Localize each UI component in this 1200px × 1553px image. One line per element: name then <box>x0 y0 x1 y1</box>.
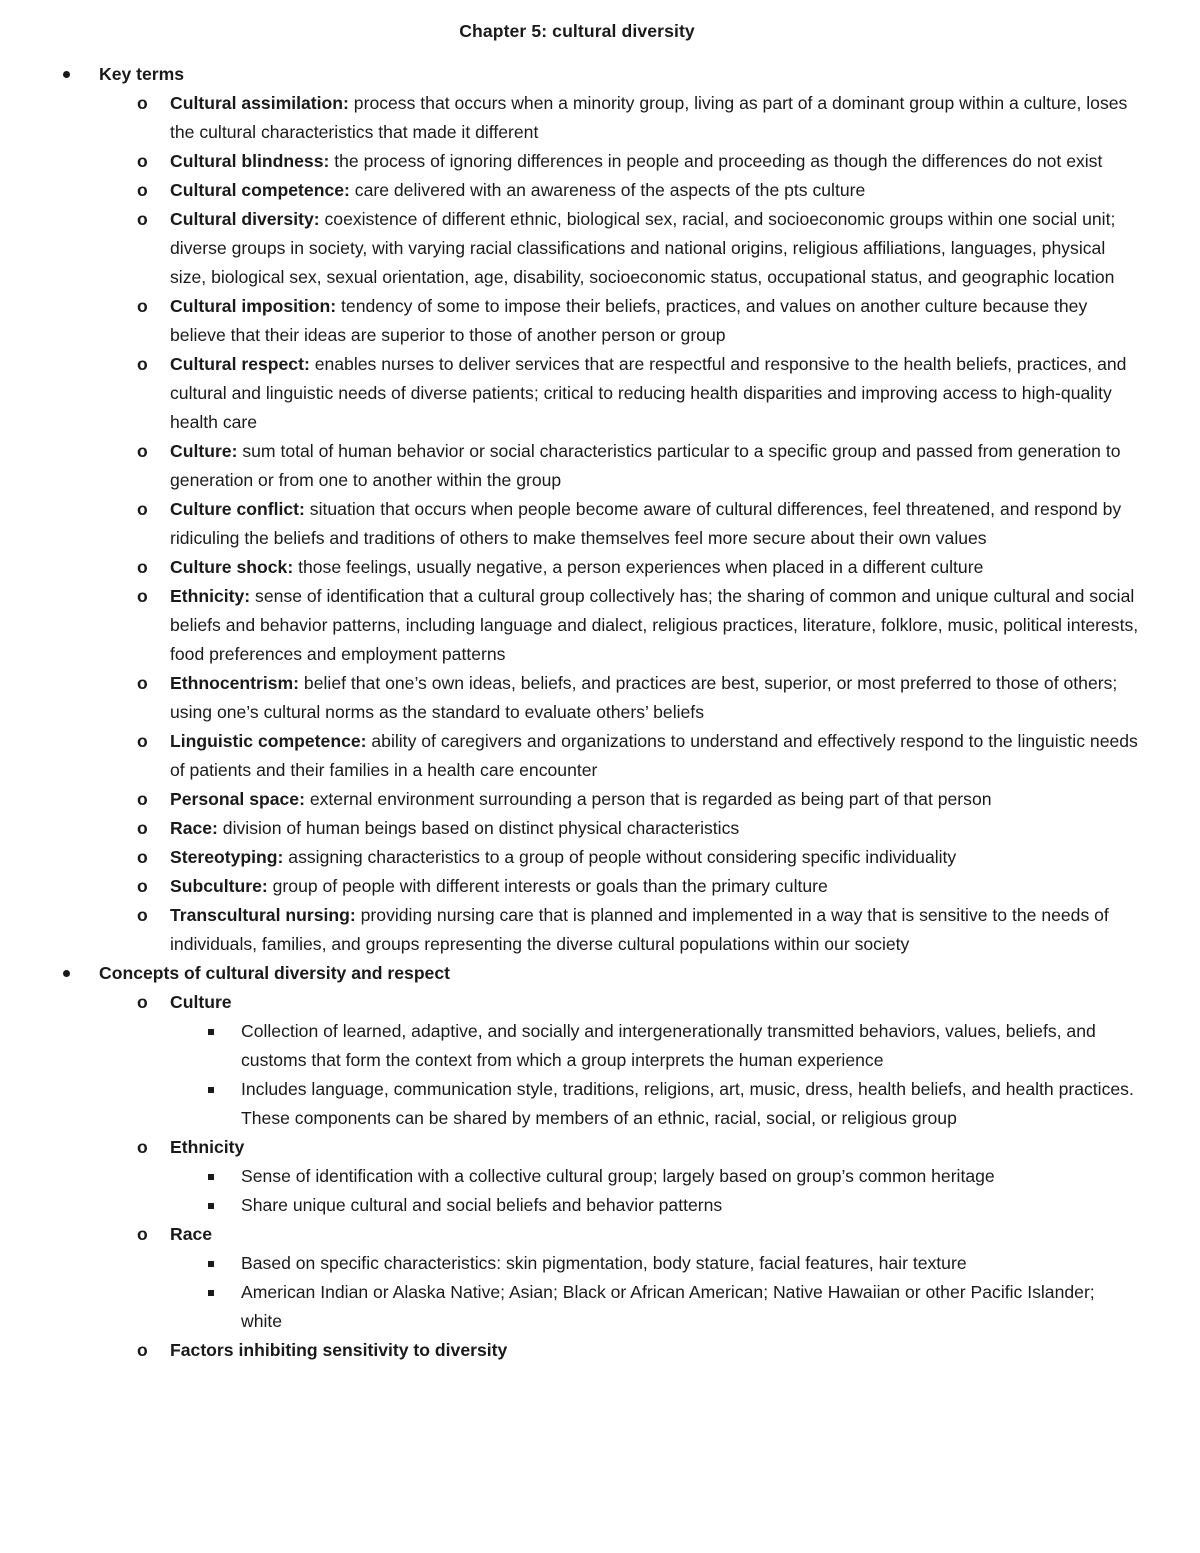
list-item <box>99 437 1140 495</box>
circle-bullet-icon: o <box>137 354 148 374</box>
list-item <box>99 727 1140 785</box>
term-definition: sense of identification that a cultural group collectively has; the sharing of common and unique cultural and social beliefs and behavior patterns, including language and dialect, religious practices, literature, folklore, music, political interests, food preferences and employment patterns <box>170 586 1139 664</box>
circle-bullet-icon: o <box>137 1224 148 1244</box>
circle-bullet-icon: o <box>137 1340 148 1360</box>
sub-list <box>170 1017 1140 1133</box>
circle-bullet-icon: o <box>137 847 148 867</box>
list-item <box>99 872 1140 901</box>
circle-bullet-icon: o <box>137 180 148 200</box>
sub-item-text: Includes language, communication style, traditions, religions, art, music, dress, health beliefs, and health practices. These components can be shared by members of an ethnic, racial, social, or religious group <box>241 1079 1134 1128</box>
square-bullet-icon <box>208 1290 214 1296</box>
term-label: Culture <box>170 992 232 1012</box>
sub-item-text: Sense of identification with a collective cultural group; largely based on group’s common heritage <box>241 1166 995 1186</box>
term-definition: enables nurses to deliver services that are respectful and responsive to the health beliefs, practices, and cultural and linguistic needs of diverse patients; critical to reducing health disparities and improving access to high-quality health care <box>170 354 1127 432</box>
sub-item-text: American Indian or Alaska Native; Asian; Black or African American; Native Hawaiian or other Pacific Islander; white <box>241 1282 1095 1331</box>
term-definition: the process of ignoring differences in people and proceeding as though the differences do not exist <box>329 151 1103 171</box>
term-label: Race: <box>170 818 218 838</box>
circle-bullet-icon: o <box>137 209 148 229</box>
term-label: Culture shock: <box>170 557 294 577</box>
term-definition: providing nursing care that is planned and implemented in a way that is sensitive to the needs of individuals, families, and groups representing the diverse cultural populations within our society <box>170 905 1109 954</box>
term-label: Ethnicity <box>170 1137 245 1157</box>
list-item <box>99 495 1140 553</box>
list-item <box>99 669 1140 727</box>
bullet-icon <box>63 71 70 78</box>
term-definition: situation that occurs when people become aware of cultural differences, feel threatened, and respond by ridiculing the beliefs and traditions of others to make themselves feel more secure about their own values <box>170 499 1122 548</box>
page-title: Chapter 5: cultural diversity <box>459 21 695 41</box>
circle-bullet-icon: o <box>137 818 148 838</box>
sub-item-text: Based on specific characteristics: skin pigmentation, body stature, facial features, hair texture <box>241 1253 967 1273</box>
square-bullet-icon <box>208 1174 214 1180</box>
term-definition: process that occurs when a minority group, living as part of a dominant group within a culture, loses the cultural characteristics that made it different <box>170 93 1128 142</box>
term-definition: sum total of human behavior or social characteristics particular to a specific group and passed from generation to generation or from one to another within the group <box>170 441 1121 490</box>
term-label: Factors inhibiting sensitivity to diversity <box>170 1340 508 1360</box>
circle-bullet-icon: o <box>137 499 148 519</box>
term-label: Cultural competence: <box>170 180 350 200</box>
list-item <box>99 553 1140 582</box>
term-label: Culture: <box>170 441 238 461</box>
circle-bullet-icon: o <box>137 441 148 461</box>
sub-item-text: Collection of learned, adaptive, and socially and intergenerationally transmitted behaviors, values, beliefs, and customs that form the context from which a group interprets the human experience <box>241 1021 1096 1070</box>
list-item <box>99 205 1140 292</box>
circle-bullet-icon: o <box>137 586 148 606</box>
square-bullet-icon <box>208 1029 214 1035</box>
circle-bullet-icon: o <box>137 876 148 896</box>
list-item <box>99 147 1140 176</box>
sub-list-item <box>170 1162 1140 1191</box>
sub-item-text: Share unique cultural and social beliefs and behavior patterns <box>241 1195 723 1215</box>
circle-bullet-icon: o <box>137 731 148 751</box>
circle-bullet-icon: o <box>137 93 148 113</box>
list-item <box>99 292 1140 350</box>
term-label: Cultural blindness: <box>170 151 330 171</box>
term-definition: external environment surrounding a person that is regarded as being part of that person <box>304 789 992 809</box>
term-label: Cultural respect: <box>170 354 310 374</box>
outline-list <box>0 60 1140 1365</box>
term-definition: belief that one’s own ideas, beliefs, and practices are best, superior, or most preferred to those of others; using one’s cultural norms as the standard to evaluate others’ beliefs <box>170 673 1118 722</box>
term-list <box>99 988 1140 1365</box>
sub-list-item <box>170 1075 1140 1133</box>
square-bullet-icon <box>208 1261 214 1267</box>
term-label: Subculture: <box>170 876 268 896</box>
list-item <box>99 176 1140 205</box>
list-item <box>99 1336 1140 1365</box>
square-bullet-icon <box>208 1087 214 1093</box>
section-heading: Key terms <box>99 64 185 84</box>
square-bullet-icon <box>208 1203 214 1209</box>
sub-list-item <box>170 1278 1140 1336</box>
sub-list-item <box>170 1017 1140 1075</box>
term-label: Linguistic competence: <box>170 731 367 751</box>
list-item <box>99 988 1140 1133</box>
circle-bullet-icon: o <box>137 151 148 171</box>
term-label: Ethnicity: <box>170 586 251 606</box>
term-label: Race <box>170 1224 213 1244</box>
list-item <box>99 582 1140 669</box>
list-item <box>99 1133 1140 1220</box>
bullet-icon <box>63 970 70 977</box>
list-item <box>99 901 1140 959</box>
term-definition: group of people with different interests or goals than the primary culture <box>267 876 828 896</box>
circle-bullet-icon: o <box>137 296 148 316</box>
circle-bullet-icon: o <box>137 1137 148 1157</box>
list-item <box>99 89 1140 147</box>
circle-bullet-icon: o <box>137 673 148 693</box>
list-item <box>99 785 1140 814</box>
section-item <box>0 60 1140 959</box>
circle-bullet-icon: o <box>137 905 148 925</box>
section-item <box>0 959 1140 1365</box>
sub-list-item <box>170 1191 1140 1220</box>
section-heading: Concepts of cultural diversity and respect <box>99 963 450 983</box>
term-label: Stereotyping: <box>170 847 284 867</box>
sub-list <box>170 1249 1140 1336</box>
term-label: Personal space: <box>170 789 305 809</box>
sub-list <box>170 1162 1140 1220</box>
term-definition: ability of caregivers and organizations to understand and effectively respond to the linguistic needs of patients and their families in a health care encounter <box>170 731 1138 780</box>
term-label: Cultural imposition: <box>170 296 337 316</box>
term-label: Transcultural nursing: <box>170 905 356 925</box>
term-definition: care delivered with an awareness of the aspects of the pts culture <box>349 180 866 200</box>
term-label: Ethnocentrism: <box>170 673 300 693</box>
circle-bullet-icon: o <box>137 557 148 577</box>
term-label: Cultural diversity: <box>170 209 320 229</box>
sub-list-item <box>170 1249 1140 1278</box>
circle-bullet-icon: o <box>137 992 148 1012</box>
list-item <box>99 814 1140 843</box>
list-item <box>99 1220 1140 1336</box>
list-item <box>99 350 1140 437</box>
term-definition: division of human beings based on distinct physical characteristics <box>217 818 740 838</box>
circle-bullet-icon: o <box>137 789 148 809</box>
term-definition: coexistence of different ethnic, biological sex, racial, and socioeconomic groups within one social unit; diverse groups in society, with varying racial classifications and national origins, religious affiliations, languages, physical size, biological sex, sexual orientation, age, disability, socioeconomic status, occupational status, and geographic location <box>170 209 1116 287</box>
term-label: Culture conflict: <box>170 499 305 519</box>
list-item <box>99 843 1140 872</box>
term-list <box>99 89 1140 959</box>
term-definition: assigning characteristics to a group of people without considering specific individuality <box>283 847 957 867</box>
term-label: Cultural assimilation: <box>170 93 349 113</box>
term-definition: those feelings, usually negative, a person experiences when placed in a different culture <box>293 557 984 577</box>
term-definition: tendency of some to impose their beliefs, practices, and values on another culture because they believe that their ideas are superior to those of another person or group <box>170 296 1088 345</box>
